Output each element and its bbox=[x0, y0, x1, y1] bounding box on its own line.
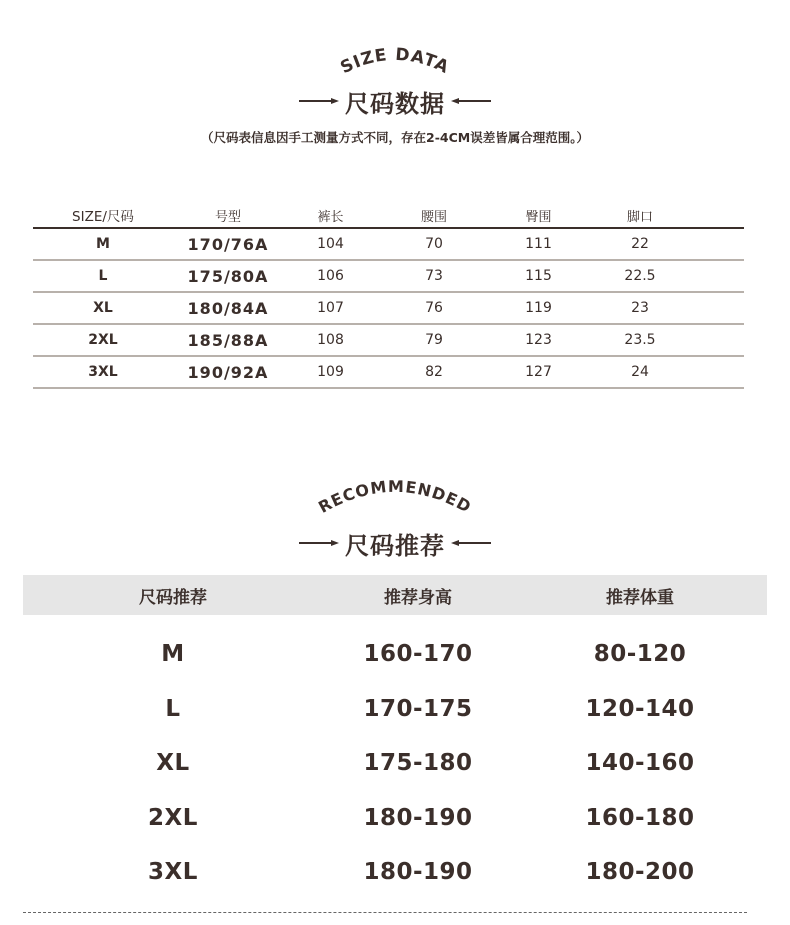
cell-hem: 24 bbox=[631, 364, 649, 380]
table-row bbox=[23, 627, 767, 682]
cell-rec-weight: 120-140 bbox=[585, 695, 695, 722]
recommended-banner-text: RECOMMENDED bbox=[315, 476, 475, 517]
cell-hem: 23 bbox=[631, 300, 649, 316]
table-row bbox=[33, 293, 744, 325]
cell-model: 190/92A bbox=[187, 362, 269, 382]
cell-length: 104 bbox=[317, 236, 344, 252]
cell-rec-weight: 80-120 bbox=[593, 641, 687, 668]
cell-hip: 123 bbox=[525, 332, 552, 348]
bottom-dashed-divider bbox=[23, 912, 747, 913]
cell-rec-height: 160-170 bbox=[363, 641, 473, 668]
cell-rec-height: 180-190 bbox=[363, 804, 473, 831]
svg-text:RECOMMENDED bbox=[315, 477, 475, 517]
right-line-ornament-icon bbox=[451, 97, 491, 105]
header-hip: 臀围 bbox=[525, 209, 552, 225]
table-row bbox=[23, 682, 767, 737]
cell-rec-size: M bbox=[161, 641, 185, 668]
cell-rec-height: 170-175 bbox=[363, 695, 473, 722]
cell-size: M bbox=[96, 236, 110, 252]
cell-rec-size: XL bbox=[156, 750, 190, 777]
cell-rec-height: 175-180 bbox=[363, 750, 473, 777]
table-row bbox=[33, 357, 744, 389]
cell-hip: 127 bbox=[525, 364, 552, 380]
header-hem: 脚口 bbox=[626, 209, 653, 225]
cell-model: 170/76A bbox=[187, 234, 269, 254]
size-table-header bbox=[33, 203, 744, 229]
cell-rec-weight: 180-200 bbox=[585, 859, 695, 886]
right-line-ornament-icon bbox=[451, 539, 491, 547]
cell-hip: 115 bbox=[525, 268, 552, 284]
table-row bbox=[23, 791, 767, 846]
header-waist: 腰围 bbox=[420, 209, 447, 225]
cell-length: 106 bbox=[317, 268, 344, 284]
table-row bbox=[23, 736, 767, 791]
cell-model: 185/88A bbox=[187, 330, 269, 350]
cell-size: 3XL bbox=[88, 364, 118, 380]
size-data-banner-text: SIZE DATA bbox=[337, 44, 453, 79]
cell-rec-size: 2XL bbox=[148, 804, 198, 831]
cell-size: L bbox=[98, 268, 108, 284]
cell-rec-weight: 140-160 bbox=[585, 750, 695, 777]
table-row bbox=[33, 229, 744, 261]
cell-hem: 22.5 bbox=[624, 268, 656, 284]
size-data-banner bbox=[0, 38, 790, 83]
recommend-table-header bbox=[23, 575, 767, 615]
header-rec-size: 尺码推荐 bbox=[139, 587, 207, 608]
header-rec-height: 推荐身高 bbox=[384, 587, 452, 608]
cell-size: XL bbox=[93, 300, 113, 316]
size-data-heading bbox=[0, 84, 790, 118]
cell-length: 109 bbox=[317, 364, 344, 380]
cell-model: 175/80A bbox=[187, 266, 269, 286]
left-line-ornament-icon bbox=[299, 97, 339, 105]
cell-waist: 73 bbox=[425, 268, 443, 284]
recommended-banner bbox=[0, 470, 790, 518]
size-table bbox=[33, 203, 744, 389]
table-row bbox=[33, 325, 744, 357]
cell-waist: 76 bbox=[425, 300, 443, 316]
left-line-ornament-icon bbox=[299, 539, 339, 547]
cell-rec-height: 180-190 bbox=[363, 859, 473, 886]
measurement-note: （尺码表信息因手工测量方式不同，存在2-4CM误差皆属合理范围。） bbox=[201, 130, 589, 145]
svg-text:SIZE DATA bbox=[337, 45, 452, 78]
cell-model: 180/84A bbox=[187, 298, 269, 318]
size-data-title: 尺码数据 bbox=[345, 89, 445, 118]
cell-rec-weight: 160-180 bbox=[585, 804, 695, 831]
cell-rec-size: 3XL bbox=[148, 859, 198, 886]
cell-length: 108 bbox=[317, 332, 344, 348]
cell-hem: 22 bbox=[631, 236, 649, 252]
cell-hem: 23.5 bbox=[624, 332, 656, 348]
header-rec-weight: 推荐体重 bbox=[606, 587, 674, 608]
cell-rec-size: L bbox=[165, 695, 181, 722]
header-size: SIZE/尺码 bbox=[72, 209, 134, 225]
cell-waist: 79 bbox=[425, 332, 443, 348]
cell-waist: 70 bbox=[425, 236, 443, 252]
cell-size: 2XL bbox=[88, 332, 118, 348]
cell-hip: 111 bbox=[525, 236, 552, 252]
recommend-table bbox=[23, 627, 767, 900]
table-row bbox=[33, 261, 744, 293]
cell-waist: 82 bbox=[425, 364, 443, 380]
cell-length: 107 bbox=[317, 300, 344, 316]
recommended-heading bbox=[0, 526, 790, 560]
header-length: 裤长 bbox=[317, 209, 344, 225]
table-row bbox=[23, 845, 767, 900]
recommended-title: 尺码推荐 bbox=[345, 531, 445, 560]
cell-hip: 119 bbox=[525, 300, 552, 316]
header-model: 号型 bbox=[214, 209, 241, 225]
